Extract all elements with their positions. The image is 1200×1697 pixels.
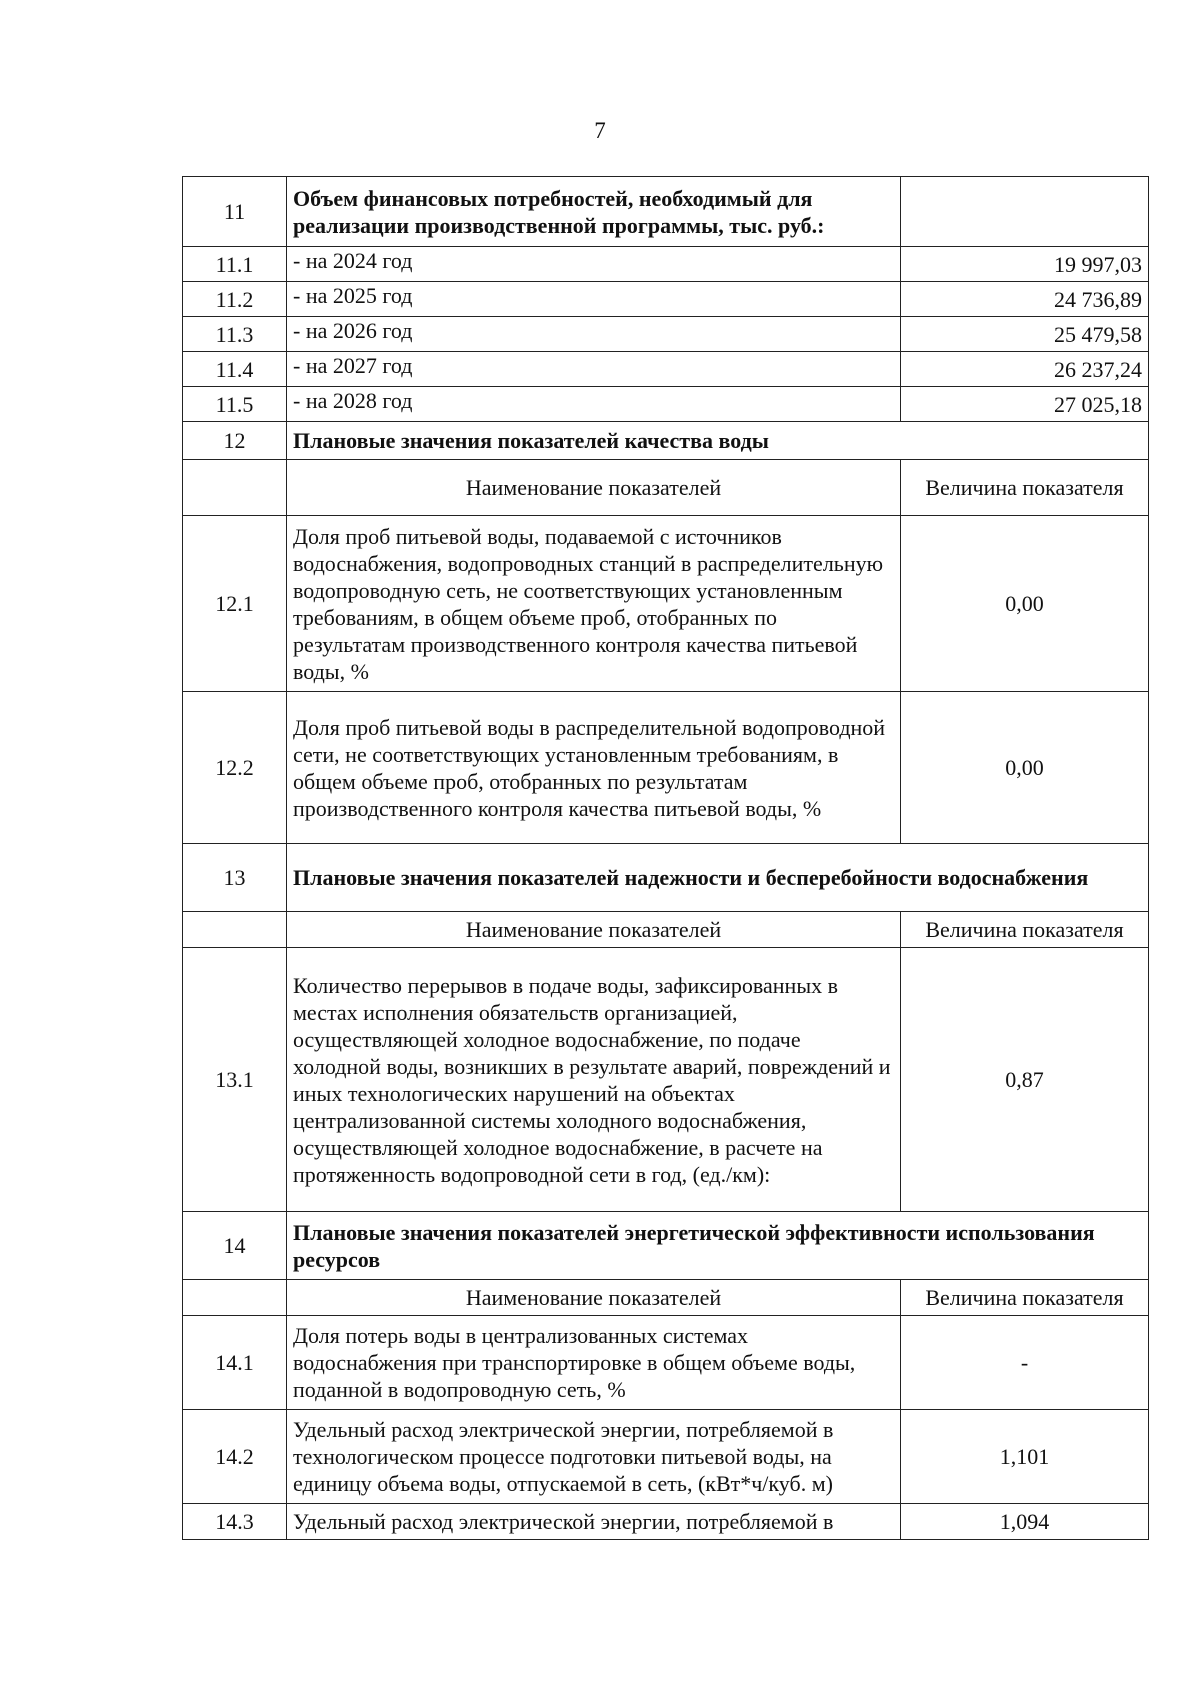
row-number: 12.1 (183, 516, 287, 692)
empty-cell (183, 1280, 287, 1316)
table-row (183, 387, 1149, 422)
section-14-number: 14 (183, 1212, 287, 1280)
production-program-table (182, 176, 1149, 1540)
table-row (183, 692, 1149, 844)
row-value: 19 997,03 (901, 247, 1149, 282)
table-row (183, 1410, 1149, 1504)
row-number: 11.4 (183, 352, 287, 387)
section-11-title: Объем финансовых потребностей, необходимый для реализации производственной программы, тыс. руб.: (287, 177, 901, 247)
section-13-header-row (183, 844, 1149, 912)
column-header-value: Величина показателя (901, 460, 1149, 516)
section-11-number: 11 (183, 177, 287, 247)
row-label: Доля проб питьевой воды, подаваемой с источников водоснабжения, водопроводных станций в распределительную водопроводную сеть, не соответствующих установленным требованиям, в общем объеме проб, отобранных по результатам производственного контроля качества питьевой воды, % (287, 516, 901, 692)
row-label: Доля потерь воды в централизованных системах водоснабжения при транспортировке в общем объеме воды, поданной в водопроводную сеть, % (287, 1316, 901, 1410)
row-number: 11.3 (183, 317, 287, 352)
table-row (183, 247, 1149, 282)
row-value: 25 479,58 (901, 317, 1149, 352)
row-number: 12.2 (183, 692, 287, 844)
table-row (183, 352, 1149, 387)
row-value: 24 736,89 (901, 282, 1149, 317)
column-header-value: Величина показателя (901, 912, 1149, 948)
section-13-title: Плановые значения показателей надежности и бесперебойности водоснабжения (287, 844, 1149, 912)
row-value: - (901, 1316, 1149, 1410)
row-number: 13.1 (183, 948, 287, 1212)
column-header-value: Величина показателя (901, 1280, 1149, 1316)
section-12-number: 12 (183, 422, 287, 460)
row-number: 14.2 (183, 1410, 287, 1504)
row-value: 0,87 (901, 948, 1149, 1212)
section-11-value (901, 177, 1149, 247)
row-number: 11.5 (183, 387, 287, 422)
page-number: 7 (594, 118, 606, 143)
column-header-name: Наименование показателей (287, 1280, 901, 1316)
row-label: - на 2025 год (287, 282, 901, 317)
row-value: 1,101 (901, 1410, 1149, 1504)
row-value: 0,00 (901, 692, 1149, 844)
row-label: - на 2028 год (287, 387, 901, 422)
table-row (183, 948, 1149, 1212)
row-label: Доля проб питьевой воды в распределительной водопроводной сети, не соответствующих установленным требованиям, в общем объеме проб, отобранных по результатам производственного контроля качества питьевой воды, % (287, 692, 901, 844)
row-value: 1,094 (901, 1504, 1149, 1540)
row-label: - на 2027 год (287, 352, 901, 387)
section-14-title: Плановые значения показателей энергетической эффективности использования ресурсов (287, 1212, 1149, 1280)
column-header-name: Наименование показателей (287, 912, 901, 948)
empty-cell (183, 460, 287, 516)
empty-cell (183, 912, 287, 948)
section-13-number: 13 (183, 844, 287, 912)
section-14-header-row (183, 1212, 1149, 1280)
table-row (183, 282, 1149, 317)
table-row (183, 317, 1149, 352)
section-12-header-row (183, 422, 1149, 460)
row-value: 27 025,18 (901, 387, 1149, 422)
row-number: 14.3 (183, 1504, 287, 1540)
row-label: Удельный расход электрической энергии, потребляемой в технологическом процессе подготовки питьевой воды, на единицу объема воды, отпускаемой в сеть, (кВт*ч/куб. м) (287, 1410, 901, 1504)
table-row (183, 1316, 1149, 1410)
table-row (183, 1504, 1149, 1540)
row-label: Количество перерывов в подаче воды, зафиксированных в местах исполнения обязательств организацией, осуществляющей холодное водоснабжение, по подаче холодной воды, возникших в результате аварий, повреждений и иных технологических нарушений на объектах централизованной системы холодного водоснабжения, осуществляющей холодное водоснабжение, в расчете на протяженность водопроводной сети в год, (ед./км): (287, 948, 901, 1212)
section-14-column-header-row (183, 1280, 1149, 1316)
row-value: 0,00 (901, 516, 1149, 692)
row-value: 26 237,24 (901, 352, 1149, 387)
row-label: Удельный расход электрической энергии, потребляемой в (287, 1504, 901, 1540)
section-12-title: Плановые значения показателей качества воды (287, 422, 1149, 460)
section-11-header-row (183, 177, 1149, 247)
row-number: 11.2 (183, 282, 287, 317)
section-13-column-header-row (183, 912, 1149, 948)
table-row (183, 516, 1149, 692)
column-header-name: Наименование показателей (287, 460, 901, 516)
row-label: - на 2026 год (287, 317, 901, 352)
section-12-column-header-row (183, 460, 1149, 516)
row-number: 11.1 (183, 247, 287, 282)
row-number: 14.1 (183, 1316, 287, 1410)
row-label: - на 2024 год (287, 247, 901, 282)
